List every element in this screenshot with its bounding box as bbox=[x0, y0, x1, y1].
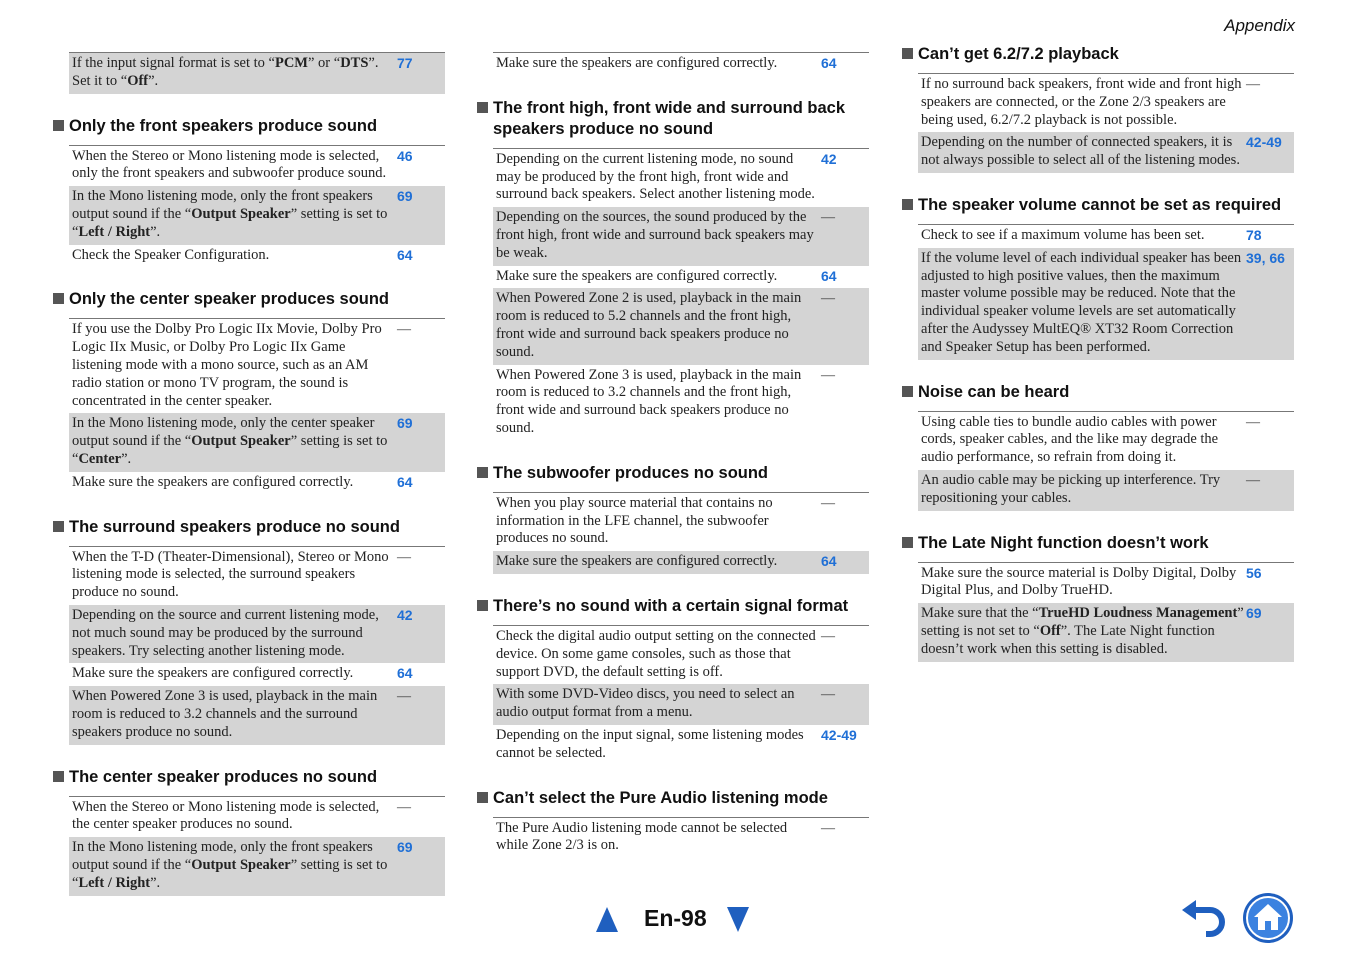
row-text: When the Stereo or Mono listening mode is selected, only the front speakers and subwoofer produce sound. bbox=[72, 147, 387, 182]
page-reference-link[interactable]: 64 bbox=[397, 665, 413, 682]
intro-table bbox=[69, 52, 445, 94]
page-reference-link[interactable]: 42-49 bbox=[821, 726, 857, 743]
table-row bbox=[69, 663, 445, 686]
section-heading: The front high, front wide and surround back speakers produce no sound bbox=[493, 98, 869, 140]
row-text: Depending on the sources, the sound produced by the front high, front wide and surround back speakers may be weak. bbox=[496, 209, 814, 261]
row-text: Depending on the number of connected speakers, it is not always possible to select all of the listening modes. bbox=[921, 134, 1240, 169]
no-reference: — bbox=[821, 687, 835, 703]
section-heading: Only the center speaker produces sound bbox=[69, 289, 445, 310]
troubleshooting-table bbox=[918, 411, 1294, 511]
column-right bbox=[918, 44, 1294, 662]
troubleshooting-table bbox=[69, 796, 445, 896]
troubleshooting-table bbox=[493, 625, 869, 766]
row-text: In the Mono listening mode, only the center speaker output sound if the “Output Speaker” setting is set to “Center”. bbox=[72, 415, 388, 467]
row-text: When the Stereo or Mono listening mode is selected, the center speaker produces no sound. bbox=[72, 798, 380, 833]
table-row bbox=[493, 149, 869, 207]
row-text: Make sure the source material is Dolby Digital, Dolby Digital Plus, and Dolby TrueHD. bbox=[921, 564, 1237, 599]
table-row bbox=[69, 53, 445, 94]
row-text: Using cable ties to bundle audio cables with power cords, speaker cables, and the like may degrade the audio performance, so refrain from doing it. bbox=[921, 413, 1219, 466]
row-text: When Powered Zone 3 is used, playback in the main room is reduced to 3.2 channels and the front high, front wide and surround back speakers produce no sound. bbox=[496, 366, 802, 436]
row-text: If you use the Dolby Pro Logic IIx Movie, Dolby Pro Logic IIx Music, or Dolby Pro Logic IIx Game listening mode with a mono source, such as an AM radio station or mono TV program, the sound is concentrated in the center speaker. bbox=[72, 321, 382, 409]
back-arrow-icon[interactable] bbox=[1180, 898, 1228, 938]
no-reference: — bbox=[1246, 77, 1260, 92]
table-row bbox=[493, 288, 869, 364]
troubleshooting-table bbox=[69, 318, 445, 494]
no-reference: — bbox=[821, 291, 835, 307]
page-reference-link[interactable]: 77 bbox=[397, 55, 413, 71]
table-row bbox=[493, 493, 869, 551]
row-text: When Powered Zone 3 is used, playback in the main room is reduced to 3.2 channels and the surround speakers produce no sound. bbox=[72, 688, 378, 740]
table-row bbox=[69, 686, 445, 744]
section-label: Appendix bbox=[1224, 16, 1295, 35]
row-text: When Powered Zone 2 is used, playback in the main room is reduced to 5.2 channels and the front high, front wide and surround back speakers produce no sound. bbox=[496, 290, 802, 360]
row-text: Check the Speaker Configuration. bbox=[72, 246, 270, 263]
row-text: Depending on the current listening mode, no sound may be produced by the front high, front wide and surround back speakers. Select another listening mode. bbox=[496, 150, 815, 203]
no-reference: — bbox=[1246, 414, 1260, 430]
section-heading: Only the front speakers produce sound bbox=[69, 116, 445, 137]
table-row bbox=[69, 605, 445, 663]
home-icon[interactable] bbox=[1242, 892, 1294, 944]
table-row bbox=[918, 603, 1294, 661]
page-reference-link[interactable]: 69 bbox=[397, 188, 413, 205]
page-reference-link[interactable]: 42-49 bbox=[1246, 134, 1282, 151]
page-reference-link[interactable]: 78 bbox=[1246, 226, 1262, 243]
table-row bbox=[69, 245, 445, 268]
row-text: Make sure the speakers are configured correctly. bbox=[496, 267, 778, 284]
troubleshooting-table bbox=[69, 546, 445, 745]
table-row bbox=[69, 472, 445, 495]
page-reference-link[interactable]: 46 bbox=[397, 147, 413, 164]
table-row bbox=[69, 146, 445, 187]
row-text: Make sure the speakers are configured correctly. bbox=[496, 553, 778, 570]
page-reference-link[interactable]: 56 bbox=[1246, 564, 1262, 581]
table-row bbox=[69, 413, 445, 471]
no-reference: — bbox=[1246, 472, 1260, 488]
intro-table bbox=[493, 52, 869, 76]
previous-page-arrow-icon[interactable] bbox=[596, 907, 618, 932]
page-reference-link[interactable]: 64 bbox=[821, 553, 837, 570]
table-row bbox=[493, 626, 869, 684]
page-reference-link[interactable]: 64 bbox=[821, 55, 837, 71]
row-text: Depending on the source and current listening mode, not much sound may be produced by the surround speakers. Try selecting another listening mode. bbox=[72, 606, 379, 659]
section-heading: The center speaker produces no sound bbox=[69, 767, 445, 788]
section-heading: Can’t select the Pure Audio listening mode bbox=[493, 788, 869, 809]
page-reference-link[interactable]: 69 bbox=[397, 839, 413, 856]
page-number: En-98 bbox=[644, 905, 707, 931]
table-row bbox=[69, 547, 445, 605]
row-text: In the Mono listening mode, only the front speakers output sound if the “Output Speaker” setting is set to “Left / Right”. bbox=[72, 188, 388, 240]
row-text: In the Mono listening mode, only the front speakers output sound if the “Output Speaker” setting is set to “Left / Right”. bbox=[72, 839, 388, 891]
section-heading: Can’t get 6.2/7.2 playback bbox=[918, 44, 1294, 65]
troubleshooting-table bbox=[918, 562, 1294, 662]
no-reference: — bbox=[397, 549, 411, 565]
row-text: Check the digital audio output setting on the connected device. On some game consoles, such as those that support DVD, the default setting is off. bbox=[496, 627, 816, 680]
section-heading: The surround speakers produce no sound bbox=[69, 517, 445, 538]
table-row bbox=[69, 186, 445, 244]
no-reference: — bbox=[821, 210, 835, 226]
troubleshooting-table bbox=[918, 224, 1294, 360]
section-heading: Noise can be heard bbox=[918, 382, 1294, 403]
row-text: With some DVD-Video discs, you need to select an audio output format from a menu. bbox=[496, 686, 795, 721]
table-row bbox=[918, 470, 1294, 511]
page-reference-link[interactable]: 42 bbox=[397, 606, 413, 623]
page-reference-link[interactable]: 64 bbox=[821, 267, 837, 284]
troubleshooting-table bbox=[493, 492, 869, 574]
table-row bbox=[69, 319, 445, 413]
section-heading: There’s no sound with a certain signal format bbox=[493, 596, 869, 617]
no-reference: — bbox=[397, 322, 411, 338]
table-row bbox=[493, 818, 869, 859]
table-row bbox=[493, 365, 869, 441]
row-text: Make sure the speakers are configured correctly. bbox=[72, 473, 354, 490]
page-reference-link[interactable]: 42 bbox=[821, 150, 837, 167]
page-reference-link[interactable]: 69 bbox=[397, 415, 413, 432]
troubleshooting-table bbox=[918, 73, 1294, 173]
table-row bbox=[918, 74, 1294, 132]
row-text: Make sure the speakers are configured correctly. bbox=[72, 665, 354, 682]
no-reference: — bbox=[821, 495, 835, 511]
table-row bbox=[918, 225, 1294, 248]
troubleshooting-table bbox=[69, 145, 445, 268]
table-row bbox=[493, 551, 869, 574]
row-text: If the input signal format is set to “PCM” or “DTS”. Set it to “Off”. bbox=[72, 55, 379, 89]
table-row bbox=[493, 53, 869, 76]
section-heading: The Late Night function doesn’t work bbox=[918, 533, 1294, 554]
no-reference: — bbox=[821, 628, 835, 644]
no-reference: — bbox=[397, 689, 411, 705]
section-heading: The speaker volume cannot be set as required bbox=[918, 195, 1294, 216]
row-text: If no surround back speakers, front wide and front high speakers are connected, or the Zone 2/3 speakers are being used, 6.2/7.2 playback is not possible. bbox=[921, 76, 1242, 128]
row-text: Check to see if a maximum volume has been set. bbox=[921, 226, 1205, 243]
table-row bbox=[918, 248, 1294, 360]
row-text: If the volume level of each individual speaker has been adjusted to high positive values, then the maximum master volume possible may be reduced. Note that the individual speaker volume levels are set automatically after the Audyssey MultEQ® XT32 Room Correction and Speaker Setup has been performed. bbox=[921, 249, 1242, 355]
table-row bbox=[69, 797, 445, 838]
table-row bbox=[493, 266, 869, 289]
no-reference: — bbox=[821, 820, 835, 836]
section-heading: The subwoofer produces no sound bbox=[493, 463, 869, 484]
troubleshooting-table bbox=[493, 817, 869, 859]
page-reference-link[interactable]: 69 bbox=[1246, 605, 1262, 622]
troubleshooting-table bbox=[493, 148, 869, 441]
row-text: An audio cable may be picking up interference. Try repositioning your cables. bbox=[921, 471, 1221, 506]
table-row bbox=[493, 207, 869, 265]
row-text: Make sure that the “TrueHD Loudness Management” setting is not set to “Off”. The Late Night function doesn’t work when this setting is disabled. bbox=[921, 605, 1244, 657]
column-middle bbox=[493, 52, 869, 858]
row-text: Depending on the input signal, some listening modes cannot be selected. bbox=[496, 726, 804, 761]
table-row bbox=[493, 725, 869, 766]
no-reference: — bbox=[397, 799, 411, 815]
page-reference-link[interactable]: 64 bbox=[397, 473, 413, 490]
row-text: Make sure the speakers are configured correctly. bbox=[496, 55, 778, 71]
table-row bbox=[918, 412, 1294, 470]
next-page-arrow-icon[interactable] bbox=[727, 907, 749, 932]
page-reference-link[interactable]: 39, 66 bbox=[1246, 249, 1285, 266]
table-row bbox=[918, 132, 1294, 173]
row-text: The Pure Audio listening mode cannot be selected while Zone 2/3 is on. bbox=[496, 819, 788, 854]
row-text: When you play source material that contains no information in the LFE channel, the subwoofer produces no sound. bbox=[496, 494, 773, 547]
table-row bbox=[69, 837, 445, 895]
no-reference: — bbox=[821, 367, 835, 383]
page-reference-link[interactable]: 64 bbox=[397, 246, 413, 263]
table-row bbox=[493, 684, 869, 725]
column-left bbox=[69, 52, 445, 896]
table-row bbox=[918, 563, 1294, 604]
row-text: When the T-D (Theater-Dimensional), Stereo or Mono listening mode is selected, the surround speakers produce no sound. bbox=[72, 548, 389, 601]
